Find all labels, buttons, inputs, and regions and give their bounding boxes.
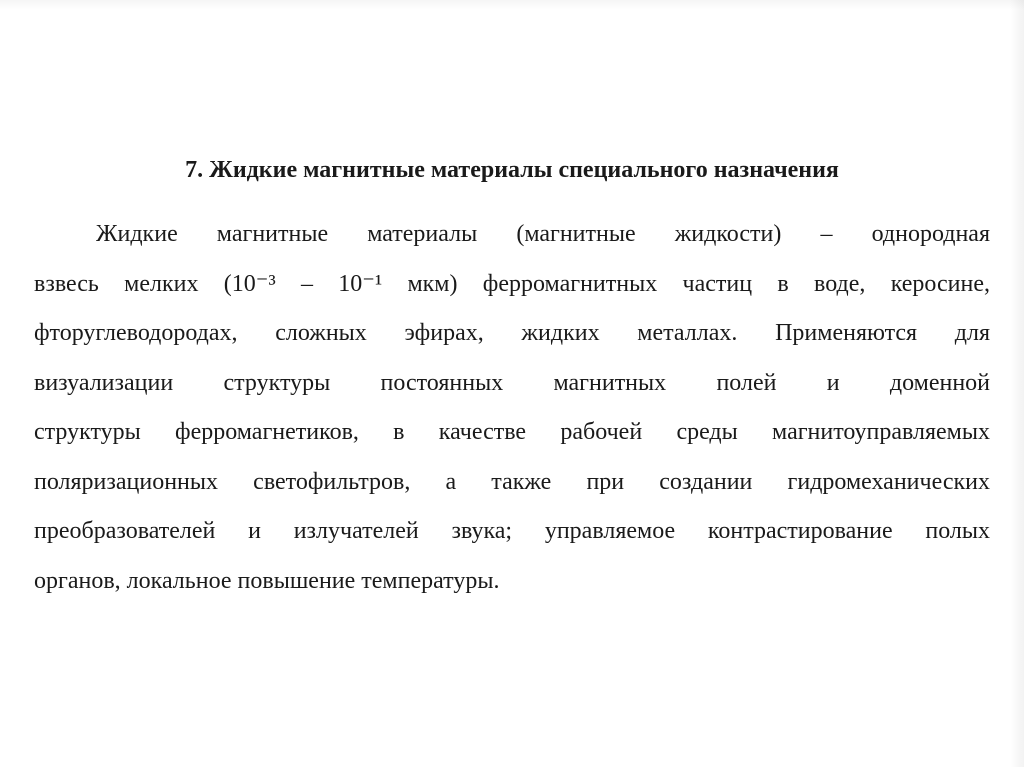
page-top-shadow (0, 0, 1024, 10)
paragraph-line: взвесь мелких (10⁻³ – 10⁻¹ мкм) ферромагнитных частиц в воде, керосине, (34, 270, 990, 297)
paragraph-line: Жидкие магнитные материалы (магнитные жидкости) – однородная (96, 221, 990, 247)
section-heading: 7. Жидкие магнитные материалы специального назначения (185, 157, 839, 183)
body-paragraph (34, 210, 990, 606)
paragraph-line: структуры ферромагнетиков, в качестве рабочей среды магнитоуправляемых (34, 419, 990, 445)
paragraph-line: органов, локальное повышение температуры. (34, 567, 500, 594)
paragraph-line: преобразователей и излучателей звука; управляемое контрастирование полых (34, 518, 990, 544)
paragraph-line: визуализации структуры постоянных магнитных полей и доменной (34, 369, 990, 396)
paragraph-line: фторуглеводородах, сложных эфирах, жидких металлах. Применяются для (34, 320, 990, 346)
document-body (34, 150, 990, 606)
paragraph-line: поляризационных светофильтров, а также при создании гидромеханических (34, 468, 990, 495)
page-edge-shadow (1010, 0, 1024, 767)
